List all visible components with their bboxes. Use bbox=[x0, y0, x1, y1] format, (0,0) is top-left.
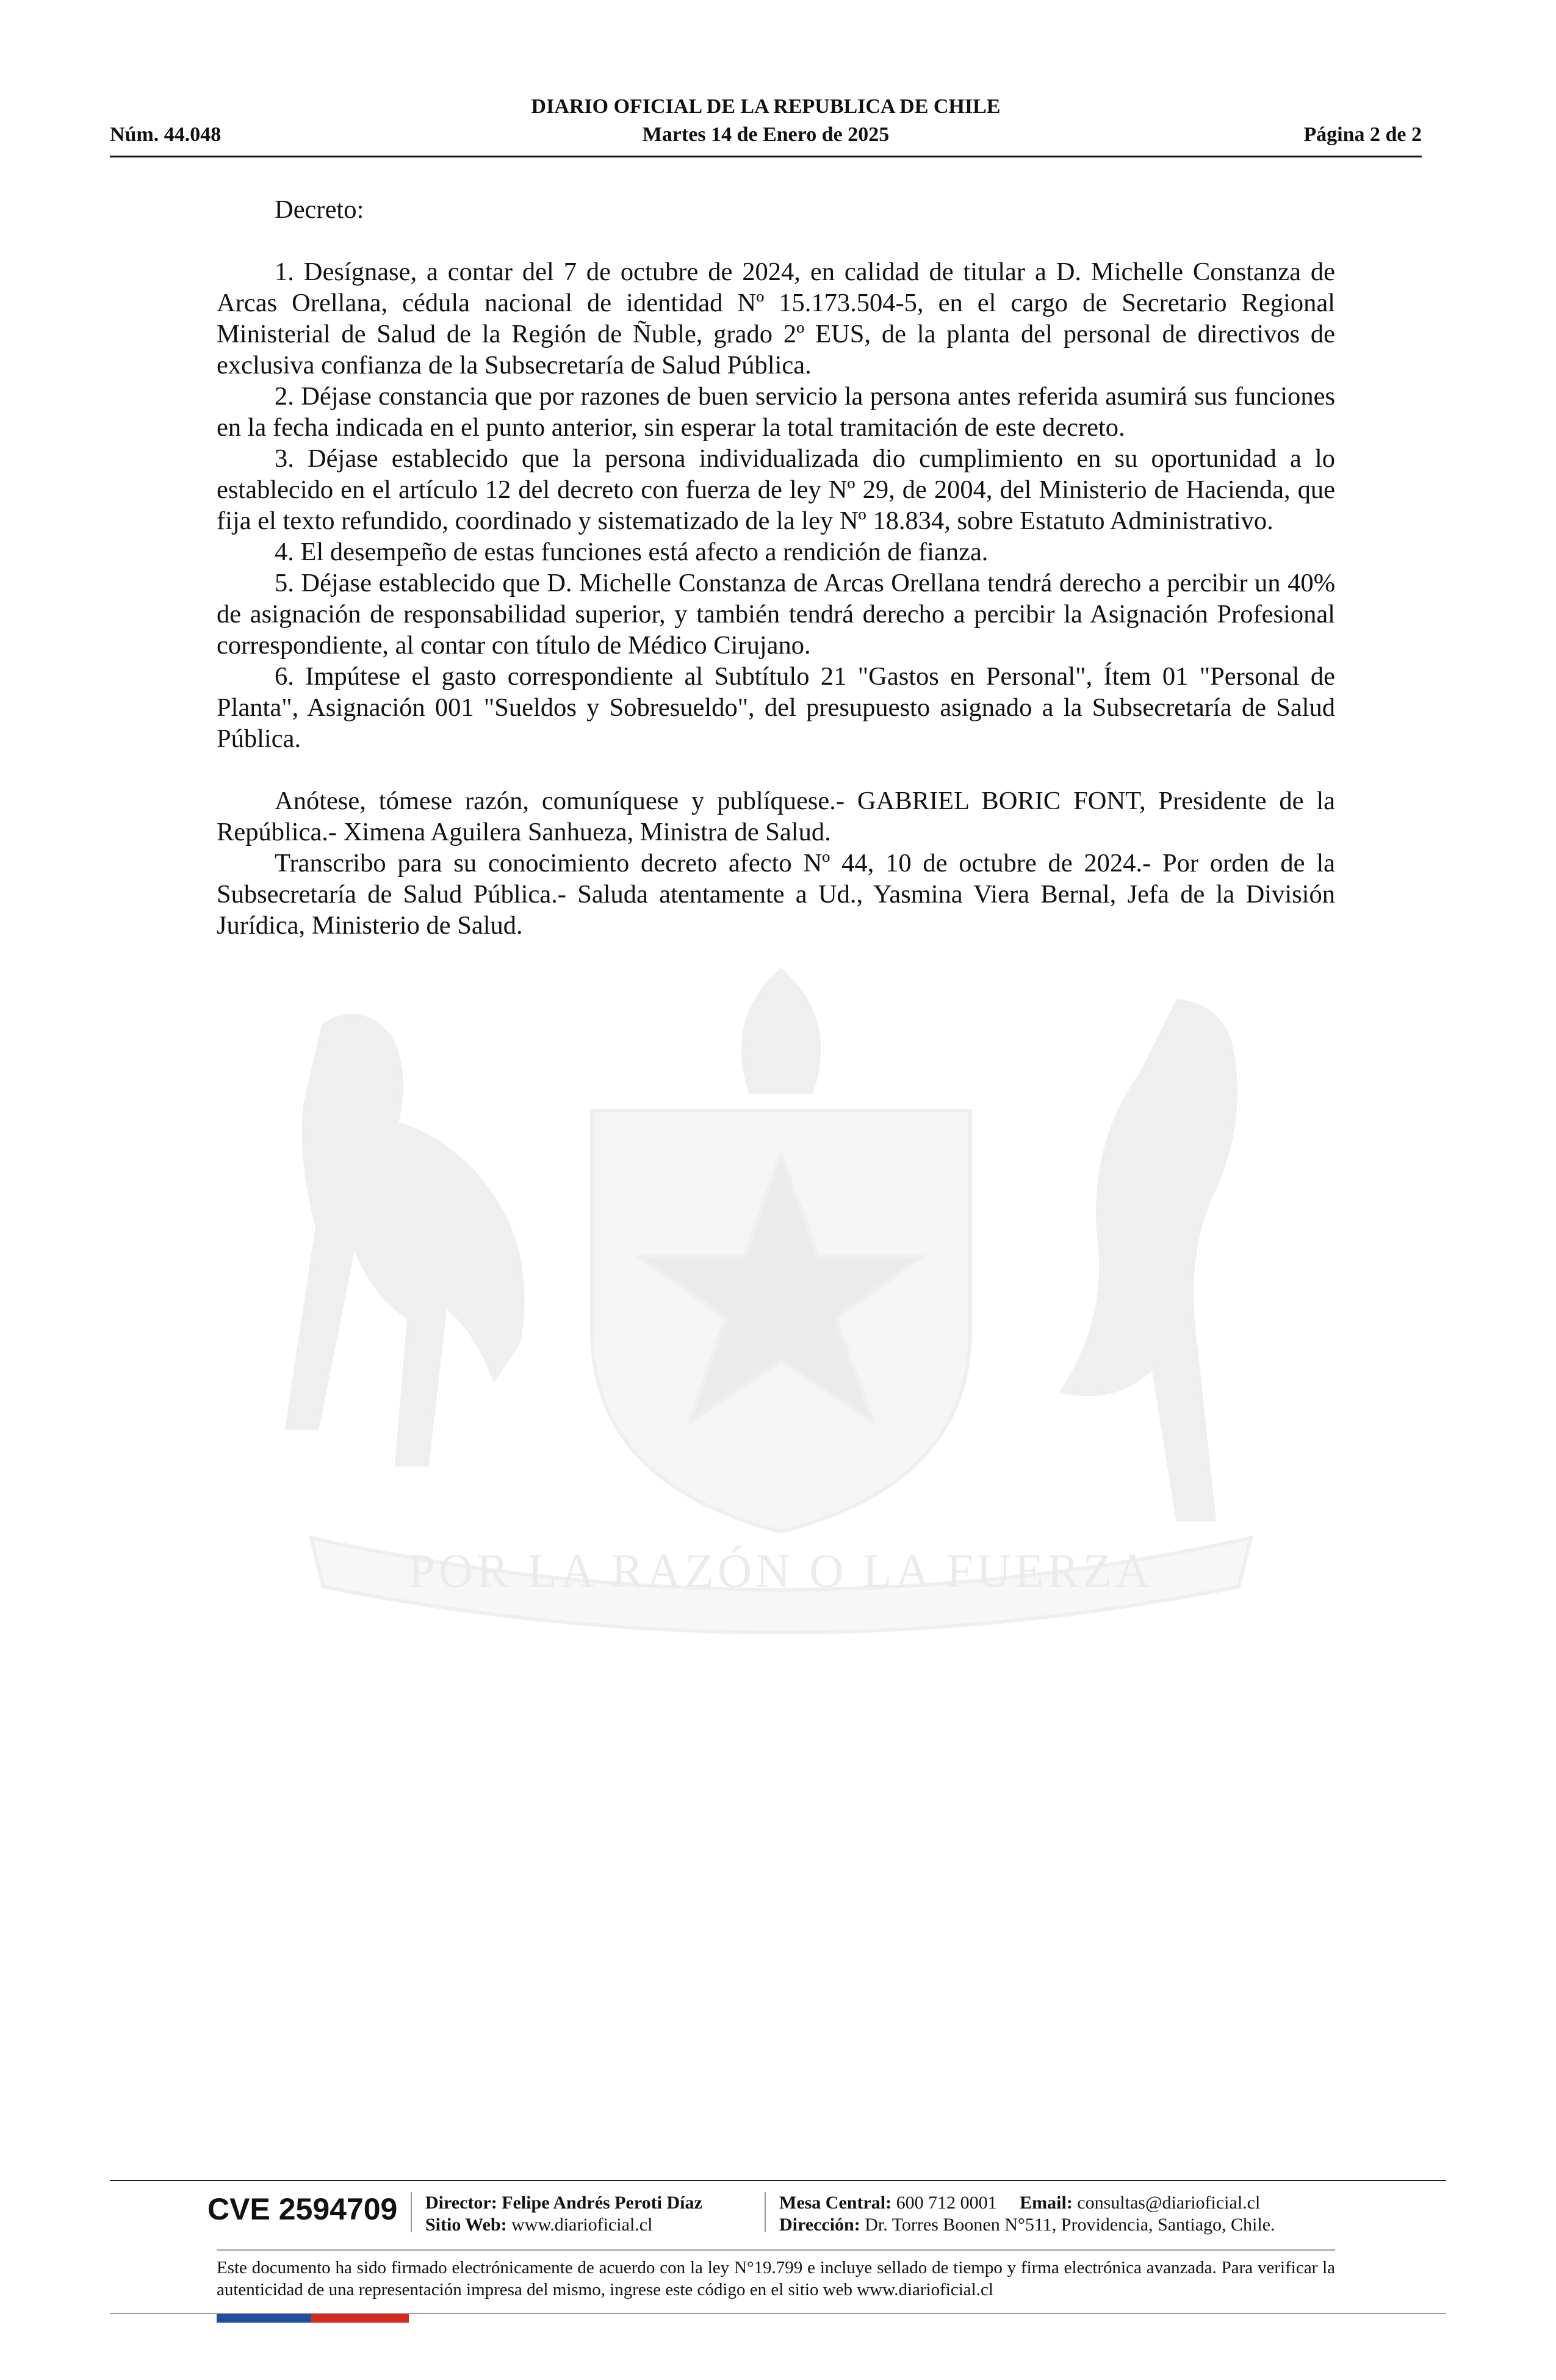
decree-body bbox=[217, 194, 1335, 941]
website-link[interactable]: www.diarioficial.cl bbox=[511, 2215, 653, 2235]
address-text: Dr. Torres Boonen N°511, Providencia, Santiago, Chile. bbox=[865, 2215, 1275, 2235]
phone-number: 600 712 0001 bbox=[896, 2193, 997, 2213]
website-line: Sitio Web: www.diarioficial.cl bbox=[425, 2215, 653, 2235]
article-5: 5. Déjase establecido que D. Michelle Constanza de Arcas Orellana tendrá derecho a percibir un 40% de asignación de responsabilidad superior, y también tendrá derecho a percibir la Asignación Profesional correspondiente, al contar con título de Médico Cirujano. bbox=[217, 569, 1335, 660]
article-4: 4. El desempeño de estas funciones está afecto a rendición de fianza. bbox=[275, 538, 989, 566]
header-divider bbox=[110, 156, 1422, 157]
article-2: 2. Déjase constancia que por razones de buen servicio la persona antes referida asumirá sus funciones en la fecha indicada en el punto anterior, sin esperar la total tramitación de este decreto. bbox=[217, 382, 1335, 442]
footer-divider-mid bbox=[217, 2249, 1335, 2251]
transcription-note: Transcribo para su conocimiento decreto afecto Nº 44, 10 de octubre de 2024.- Por orden de la Subsecretaría de Salud Pública.- Saluda atentamente a Ud., Yasmina Viera Bernal, Jefa de la División Jurídica, Ministerio de Salud. bbox=[217, 849, 1335, 940]
address-line: Dirección: Dr. Torres Boonen N°511, Providencia, Santiago, Chile. bbox=[779, 2215, 1275, 2235]
cve-code: CVE 2594709 bbox=[207, 2192, 398, 2226]
footer-divider-top bbox=[110, 2180, 1446, 2181]
article-6: 6. Impútese el gasto correspondiente al Subtítulo 21 "Gastos en Personal", Ítem 01 "Personal de Planta", Asignación 001 "Sueldos y Sobresueldo", del presupuesto asignado a la Subsecretaría de Salud Pública. bbox=[217, 662, 1335, 753]
email-link[interactable]: consultas@diarioficial.cl bbox=[1077, 2193, 1261, 2213]
article-3: 3. Déjase establecido que la persona individualizada dio cumplimiento en su oportunidad a lo establecido en el artículo 12 del decreto con fuerza de ley Nº 29, de 2004, del Ministerio de Hacienda, que fija el texto refundido, coordinado y sistematizado de la ley Nº 18.834, sobre Estatuto Administrativo. bbox=[217, 444, 1335, 535]
motto-text: POR LA RAZÓN O LA FUERZA bbox=[408, 1544, 1154, 1597]
condor-figure bbox=[1062, 1001, 1236, 1520]
decree-intro: Decreto: bbox=[275, 195, 364, 224]
coat-of-arms-watermark bbox=[201, 952, 1361, 1672]
contact-line: Mesa Central: 600 712 0001 Email: consultas@diarioficial.cl bbox=[779, 2193, 1261, 2213]
issue-number: Núm. 44.048 bbox=[110, 123, 222, 146]
closing-formula: Anótese, tómese razón, comuníquese y publíquese.- GABRIEL BORIC FONT, Presidente de la República.- Ximena Aguilera Sanhueza, Ministra de Salud. bbox=[217, 787, 1335, 846]
director-line: Director: Felipe Andrés Peroti Díaz bbox=[425, 2193, 702, 2213]
footer-separator bbox=[765, 2192, 766, 2232]
footer-contact-block bbox=[779, 2192, 1275, 2236]
publication-title: DIARIO OFICIAL DE LA REPUBLICA DE CHILE bbox=[531, 95, 1001, 118]
footer-separator bbox=[411, 2192, 412, 2232]
huemul-figure bbox=[287, 1015, 523, 1465]
legal-notice: Este documento ha sido firmado electrónicamente de acuerdo con la ley N°19.799 e incluye sellado de tiempo y firma electrónica avanzada. Para verificar la autenticidad de una representación impresa del mismo, ingrese este código en el sitio web www.diarioficial.cl bbox=[217, 2258, 1335, 2299]
article-1: 1. Desígnase, a contar del 7 de octubre de 2024, en calidad de titular a D. Michelle Constanza de Arcas Orellana, cédula nacional de identidad Nº 15.173.504-5, en el cargo de Secretario Regional Ministerial de Salud de la Región de Ñuble, grado 2º EUS, de la planta del personal de directivos de exclusiva confianza de la Subsecretaría de Salud Pública. bbox=[217, 258, 1335, 380]
director-name: Felipe Andrés Peroti Díaz bbox=[502, 2193, 702, 2213]
plumes-figure bbox=[743, 970, 819, 1092]
issue-date: Martes 14 de Enero de 2025 bbox=[642, 123, 890, 146]
flag-stripe-red bbox=[311, 2314, 409, 2323]
footer-director-block bbox=[425, 2192, 702, 2236]
page-header bbox=[110, 95, 1422, 156]
flag-stripe-blue bbox=[217, 2314, 311, 2323]
page-number: Página 2 de 2 bbox=[1303, 123, 1422, 146]
header-info-row bbox=[110, 121, 1422, 148]
